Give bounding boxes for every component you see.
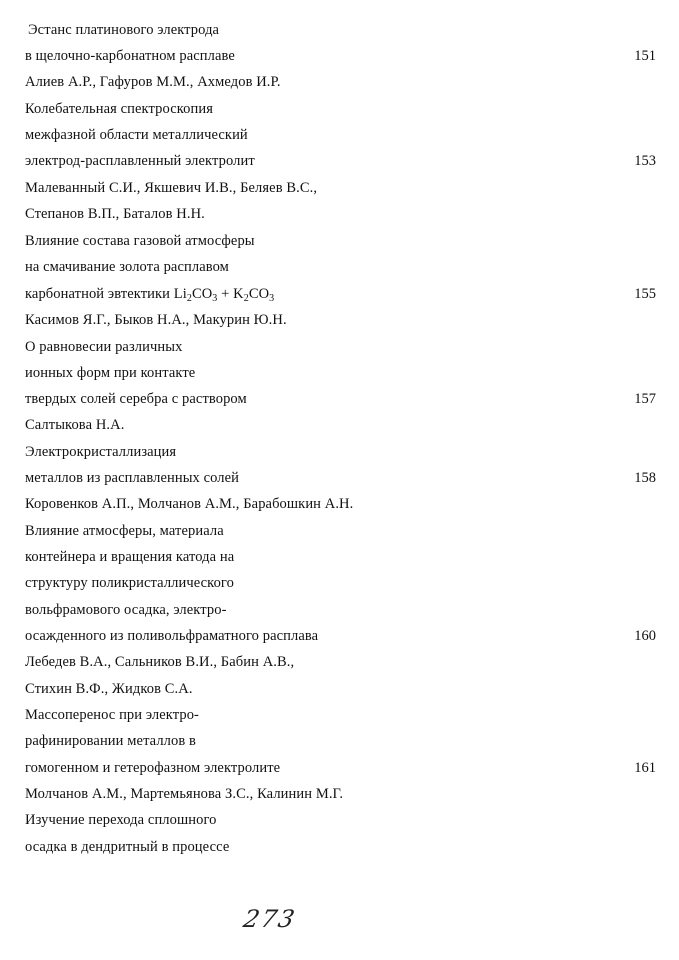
- entry-line: Колебательная спектроскопия: [25, 101, 213, 117]
- entry-authors: Степанов В.П., Баталов Н.Н.: [25, 206, 205, 222]
- entry-line: Изучение перехода сплошного: [25, 812, 217, 828]
- entry-authors: Салтыкова Н.А.: [25, 417, 125, 433]
- formula-text: карбонатной эвтектики Li: [25, 286, 187, 302]
- page-ref: 151: [634, 48, 656, 64]
- page-ref: 157: [634, 391, 656, 407]
- formula-subscript: 3: [212, 293, 218, 304]
- formula-text: CO: [248, 286, 270, 302]
- page-ref: 160: [634, 628, 656, 644]
- entry-line: Влияние атмосферы, материала: [25, 523, 224, 539]
- formula-subscript: 3: [269, 293, 275, 304]
- entry-authors: Малеванный С.И., Якшевич И.В., Беляев В.С.,: [25, 180, 318, 196]
- formula-subscript: 2: [186, 293, 192, 304]
- entry-line: ионных форм при контакте: [25, 365, 196, 381]
- entry-line: Эстанс платинового электрода: [28, 22, 220, 38]
- entry-line: на смачивание золота расплавом: [25, 259, 229, 275]
- entry-line: контейнера и вращения катода на: [25, 549, 235, 565]
- page-ref: 153: [634, 153, 656, 169]
- entry-line: в щелочно-карбонатном расплаве: [25, 48, 235, 64]
- formula-text: + K: [217, 286, 244, 302]
- entry-line: осадка в дендритный в процессе: [25, 839, 230, 855]
- entry-line: структуру поликристаллического: [25, 575, 234, 591]
- entry-authors: Молчанов А.М., Мартемьянова З.С., Калинин М.Г.: [25, 786, 344, 802]
- handwritten-page-number: 273: [241, 905, 299, 933]
- entry-authors: Касимов Я.Г., Быков Н.А., Макурин Ю.Н.: [25, 312, 287, 328]
- entry-line-formula: [25, 285, 274, 305]
- page-ref: 155: [634, 286, 656, 302]
- entry-line: вольфрамового осадка, электро-: [25, 602, 227, 618]
- entry-authors: Стихин В.Ф., Жидков С.А.: [25, 681, 193, 697]
- entry-line: Влияние состава газовой атмосферы: [25, 233, 255, 249]
- entry-authors: Коровенков А.П., Молчанов А.М., Барабошкин А.Н.: [25, 496, 354, 512]
- entry-line: осажденного из поливольфраматного расплава: [25, 628, 319, 644]
- entry-line: электрод-расплавленный электролит: [25, 153, 255, 169]
- entry-line: металлов из расплавленных солей: [25, 470, 240, 486]
- entry-line: гомогенном и гетерофазном электролите: [25, 760, 281, 776]
- entry-line: Электрокристаллизация: [25, 444, 177, 460]
- entry-line: межфазной области металлический: [25, 127, 248, 143]
- entry-line: рафинировании металлов в: [25, 733, 196, 749]
- entry-line: Массоперенос при электро-: [25, 707, 199, 723]
- formula-subscript: 2: [243, 293, 249, 304]
- page-ref: 158: [634, 470, 656, 486]
- page-ref: 161: [634, 760, 656, 776]
- entry-authors: Лебедев В.А., Сальников В.И., Бабин А.В.,: [25, 654, 295, 670]
- formula-text: CO: [191, 286, 213, 302]
- entry-authors: Алиев А.Р., Гафуров М.М., Ахмедов И.Р.: [25, 74, 281, 90]
- entry-line: О равновесии различных: [25, 339, 183, 355]
- entry-line: твердых солей серебра с раствором: [25, 391, 247, 407]
